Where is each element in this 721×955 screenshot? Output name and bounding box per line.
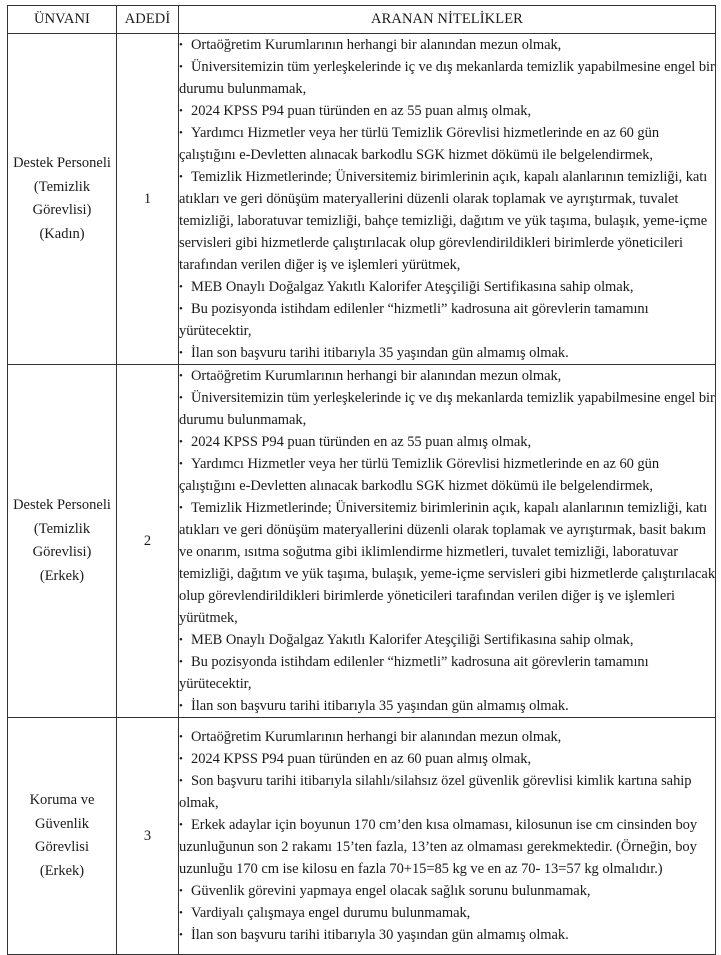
qualification-text: Yardımcı Hizmetler veya her türlü Temizlik Görevlisi hizmetlerinde en az 60 gün çalıştığını e-Devletten alınacak barkodlu SGK hizmet dökümü ile belgelendirmek, — [179, 456, 660, 494]
qualification-item — [179, 122, 715, 166]
bullet-icon: • — [179, 61, 183, 73]
bullet-icon: • — [179, 458, 183, 470]
qualification-text: Ortaöğretim Kurumlarının herhangi bir alanından mezun olmak, — [191, 729, 562, 745]
qualification-text: Temizlik Hizmetlerinde; Üniversitemiz birimlerinin açık, kapalı alanlarının temizliği, katı atıkları ve geri dönüşüm materyallerini düzenli olarak toplamak ve ayrıştırmak, basit bakım ve onarım, ısıtma soğutma gibi iklimlendirme hizmetleri, tuvalet temizliği, laboratuvar temizliği, dağıtım ve yük taşıma, bulaşık, yeme-içme servisleri gibi hizmetlerde çalıştırılacak olup görevlendirildikleri birimlerde yöneticileri tarafından verilen diğer iş ve işlemleri yürütmek, — [179, 500, 716, 626]
title-line: Destek Personeli — [13, 155, 111, 171]
qualification-text: Bu pozisyonda istihdam edilenler “hizmetli” kadrosuna ait görevlerin tamamını yürütecektir, — [179, 654, 649, 692]
bullet-icon: • — [179, 127, 183, 139]
bullet-icon: • — [179, 347, 183, 359]
qualification-item — [179, 629, 715, 651]
bullet-icon: • — [179, 700, 183, 712]
title-line: Görevlisi) — [32, 544, 92, 560]
header-qualifications: ARANAN NİTELİKLER — [179, 6, 716, 34]
qualification-item — [179, 814, 715, 880]
position-count: 2 — [117, 365, 179, 718]
bullet-icon: • — [179, 171, 183, 183]
qualification-item — [179, 880, 715, 902]
qualification-item — [179, 902, 715, 924]
qualification-item — [179, 56, 715, 100]
bullet-icon: • — [179, 39, 183, 51]
position-title — [8, 718, 117, 955]
qualification-text: Güvenlik görevini yapmaya engel olacak sağlık sorunu bulunmamak, — [191, 883, 591, 899]
title-line: (Erkek) — [39, 567, 85, 584]
bullet-icon: • — [179, 656, 183, 668]
qualification-text: Üniversitemizin tüm yerleşkelerinde iç ve dış mekanlarda temizlik yapabilmesine engel bir durumu bulunmamak, — [179, 59, 715, 97]
header-row — [8, 6, 716, 34]
qualification-item — [179, 726, 715, 748]
title-line: (Kadın) — [39, 225, 85, 242]
qualification-text: Bu pozisyonda istihdam edilenler “hizmetli” kadrosuna ait görevlerin tamamını yürütecektir, — [179, 301, 649, 339]
qualification-text: Üniversitemizin tüm yerleşkelerinde iç ve dış mekanlarda temizlik yapabilmesine engel bir durumu bulunmamak, — [179, 390, 715, 428]
bullet-icon: • — [179, 929, 183, 941]
title-line: (Temizlik — [33, 178, 91, 195]
qualification-item — [179, 298, 715, 342]
qualification-text: İlan son başvuru tarihi itibarıyla 30 yaşından gün almamış olmak. — [191, 927, 569, 943]
bullet-icon: • — [179, 105, 183, 117]
position-title — [8, 365, 117, 718]
qualifications-list — [179, 718, 716, 955]
qualification-item — [179, 453, 715, 497]
requirements-table — [7, 5, 716, 955]
qualification-text: İlan son başvuru tarihi itibarıyla 35 yaşından gün almamış olmak. — [191, 698, 569, 714]
qualification-item — [179, 166, 715, 276]
qualification-item — [179, 651, 715, 695]
qualification-text: Yardımcı Hizmetler veya her türlü Temizlik Görevlisi hizmetlerinde en az 60 gün çalıştığını e-Devletten alınacak barkodlu SGK hizmet dökümü ile belgelendirmek, — [179, 125, 660, 163]
table-row — [8, 718, 716, 955]
qualification-item — [179, 770, 715, 814]
bullet-icon: • — [179, 731, 183, 743]
bullet-icon: • — [179, 281, 183, 293]
qualification-text: Son başvuru tarihi itibarıyla silahlı/silahsız özel güvenlik görevlisi kimlik kartına sahip olmak, — [179, 773, 692, 811]
qualification-item — [179, 497, 715, 629]
table-row — [8, 365, 716, 718]
qualification-item — [179, 100, 715, 122]
qualification-text: Ortaöğretim Kurumlarının herhangi bir alanından mezun olmak, — [191, 368, 562, 384]
bullet-icon: • — [179, 753, 183, 765]
qualification-item — [179, 276, 715, 298]
qualification-item — [179, 431, 715, 453]
bullet-icon: • — [179, 885, 183, 897]
bullet-icon: • — [179, 634, 183, 646]
qualifications-list — [179, 365, 716, 718]
qualification-item — [179, 342, 715, 364]
header-count: ADEDİ — [117, 6, 179, 34]
qualification-text: 2024 KPSS P94 puan türünden en az 60 puan almış olmak, — [191, 751, 532, 767]
bullet-icon: • — [179, 436, 183, 448]
header-title: ÜNVANI — [8, 6, 117, 34]
qualification-item — [179, 387, 715, 431]
qualification-item — [179, 695, 715, 717]
qualification-text: Temizlik Hizmetlerinde; Üniversitemiz birimlerinin açık, kapalı alanlarının temizliği, katı atıkları ve geri dönüşüm materyallerini düzenli olarak toplamak ve ayrıştırmak, tuvalet temizliği, laboratuvar temizliği, bahçe temizliği, dağıtım ve yük taşıma, bulaşık, yeme-içme servisleri gibi hizmetlerde çalıştırılacak olup görevlendirildikleri birimlerde yöneticileri tarafından verilen diğer iş ve işlemleri yürütmek, — [179, 169, 708, 273]
qualification-text: Ortaöğretim Kurumlarının herhangi bir alanından mezun olmak, — [191, 37, 562, 53]
bullet-icon: • — [179, 392, 183, 404]
title-line: Destek Personeli — [13, 497, 111, 513]
qualification-text: Erkek adaylar için boyunun 170 cm’den kısa olmaması, kilosunun ise cm cinsinden boy uzunluğunun son 2 rakamı 15’ten fazla, 13’ten az olmaması gerekmektedir. (Örneğin, boy uzunluğu 170 cm ise kilosu en fazla 70+15=85 kg ve en az 70- 13=57 kg olmalıdır.) — [179, 817, 698, 877]
qualification-item — [179, 748, 715, 770]
qualification-item — [179, 365, 715, 387]
table-row — [8, 34, 716, 365]
qualification-item — [179, 34, 715, 56]
qualification-text: Vardiyalı çalışmaya engel durumu bulunmamak, — [191, 905, 471, 921]
title-line: Koruma ve — [29, 792, 95, 808]
title-line: Güvenlik — [35, 815, 89, 832]
qualification-text: İlan son başvuru tarihi itibarıyla 35 yaşından gün almamış olmak. — [191, 345, 569, 361]
qualification-text: 2024 KPSS P94 puan türünden en az 55 puan almış olmak, — [191, 434, 532, 450]
qualification-item — [179, 924, 715, 946]
position-count: 3 — [117, 718, 179, 955]
bullet-icon: • — [179, 502, 183, 514]
title-line: Görevlisi) — [32, 202, 92, 218]
bullet-icon: • — [179, 303, 183, 315]
bullet-icon: • — [179, 775, 183, 787]
bullet-icon: • — [179, 907, 183, 919]
title-line: (Erkek) — [39, 862, 85, 879]
position-count: 1 — [117, 34, 179, 365]
qualifications-list — [179, 34, 716, 365]
qualification-text: MEB Onaylı Doğalgaz Yakıtlı Kalorifer Ateşçiliği Sertifikasına sahip olmak, — [191, 279, 634, 295]
qualification-text: 2024 KPSS P94 puan türünden en az 55 puan almış olmak, — [191, 103, 532, 119]
qualification-text: MEB Onaylı Doğalgaz Yakıtlı Kalorifer Ateşçiliği Sertifikasına sahip olmak, — [191, 632, 634, 648]
bullet-icon: • — [179, 370, 183, 382]
title-line: (Temizlik — [33, 520, 91, 537]
bullet-icon: • — [179, 819, 183, 831]
title-line: Görevlisi — [35, 839, 89, 855]
position-title — [8, 34, 117, 365]
